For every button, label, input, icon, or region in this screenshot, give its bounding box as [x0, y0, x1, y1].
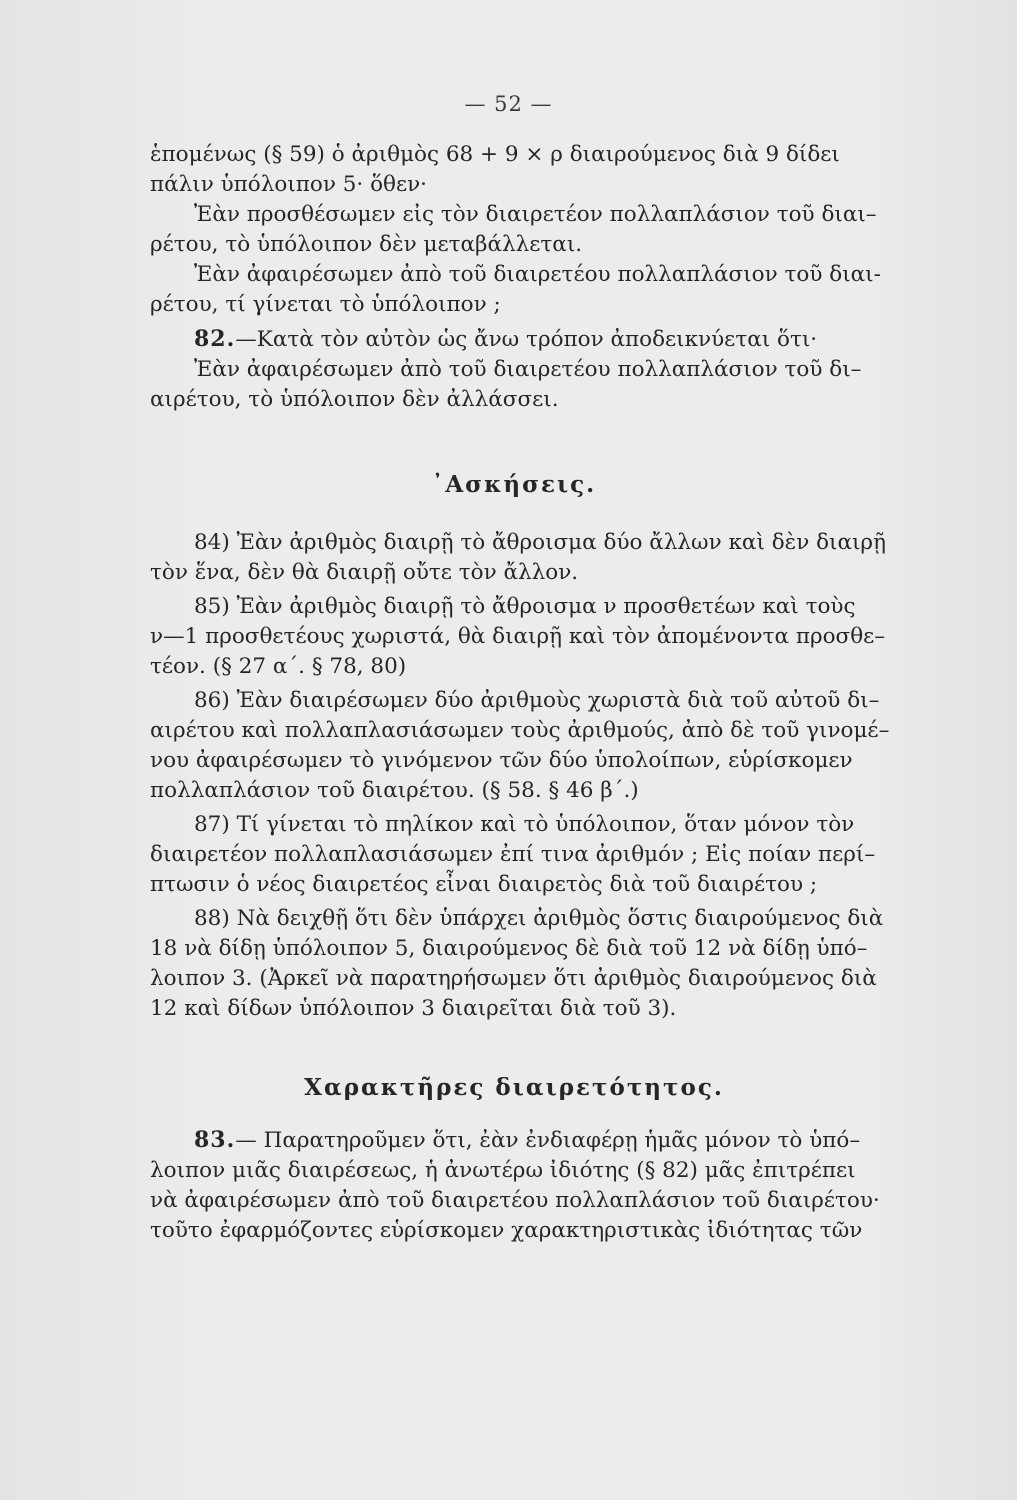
section-number: 82. [194, 326, 236, 352]
exercise-line: αιρέτου καὶ πολλαπλασιάσωμεν τοὺς ἀριθμούς, ἀπὸ δὲ τοῦ γινομέ– [150, 718, 890, 743]
rule-line: ρέτου, τὸ ὑπόλοιπον δὲν μεταβάλλεται. [150, 232, 583, 257]
exercise-line: πτωσιν ὁ νέος διαιρετέος εἶναι διαιρετὸς διὰ τοῦ διαιρέτου ; [150, 872, 818, 897]
exercise-86 [150, 686, 890, 806]
exercise-line: πολλαπλάσιον τοῦ διαιρέτου. (§ 58. § 46 β΄.) [150, 778, 639, 803]
rule-line: αιρέτου, τὸ ὑπόλοιπον δὲν ἀλλάσσει. [150, 387, 559, 412]
question-line: ρέτου, τί γίνεται τὸ ὑπόλοιπον ; [150, 292, 501, 317]
text-line: πάλιν ὑπόλοιπον 5· ὅθεν· [150, 172, 428, 197]
exercise-line: νου ἀφαιρέσωμεν τὸ γινόμενον τῶν δύο ὑπολοίπων, εὑρίσκομεν [150, 748, 853, 773]
question-line: Ἐὰν ἀφαιρέσωμεν ἀπὸ τοῦ διαιρετέου πολλαπλάσιον τοῦ διαι- [194, 262, 881, 287]
exercise-line: 87) Τί γίνεται τὸ πηλίκον καὶ τὸ ὑπόλοιπον, ὅταν μόνον τὸν [194, 812, 855, 837]
exercise-line: τέον. (§ 27 α΄. § 78, 80) [150, 654, 407, 679]
section-text: —Κατὰ τὸν αὐτὸν ὡς ἄνω τρόπον ἀποδεικνύεται ὅτι· [235, 327, 818, 352]
exercise-line: ν—1 προσθετέους χωριστά, θὰ διαιρῇ καὶ τὸν ἀπομένοντα προσθε– [150, 624, 886, 649]
section-line: νὰ ἀφαιρέσωμεν ἀπὸ τοῦ διαιρετέου πολλαπλάσιον τοῦ διαιρέτου· [150, 1188, 880, 1213]
page-number: — 52 — [464, 92, 553, 116]
exercise-88 [150, 904, 884, 1024]
exercise-line: 86) Ἐὰν διαιρέσωμεν δύο ἀριθμοὺς χωριστὰ διὰ τοῦ αὐτοῦ δι– [194, 688, 880, 713]
exercise-84 [150, 528, 886, 588]
exercise-87 [150, 810, 878, 900]
section-text: — Παρατηροῦμεν ὅτι, ἐὰν ἐνδιαφέρῃ ἡμᾶς μόνον τὸ ὑπό– [235, 1128, 861, 1153]
exercise-85 [150, 592, 886, 682]
characters-heading: Χαρακτῆρες διαιρετότητος. [304, 1074, 724, 1101]
page-content [150, 140, 890, 1246]
text-line: ἑπομένως (§ 59) ὁ ἀριθμὸς 68 + 9 × ρ διαιρούμενος διὰ 9 δίδει [150, 142, 840, 167]
exercise-line: διαιρετέον πολλαπλασιάσωμεν ἐπί τινα ἀριθμόν ; Εἰς ποίαν περί– [150, 842, 876, 867]
section-83 [150, 1125, 878, 1246]
exercise-line: 88) Νὰ δειχθῇ ὅτι δὲν ὑπάρχει ἀριθμὸς ὅστις διαιρούμενος διὰ [194, 906, 884, 931]
section-line [150, 1125, 878, 1156]
section-line: τοῦτο ἐφαρμόζοντες εὑρίσκομεν χαρακτηριστικὰς ἰδιότητας τῶν [150, 1218, 863, 1243]
exercise-line: λοιπον 3. (Ἀρκεῖ νὰ παρατηρήσωμεν ὅτι ἀριθμὸς διαιρούμενος διὰ [150, 966, 877, 991]
exercise-line: 84) Ἐὰν ἀριθμὸς διαιρῇ τὸ ἄθροισμα δύο ἄλλων καὶ δὲν διαιρῇ [194, 530, 886, 555]
section-82 [150, 324, 878, 355]
rule-line: Ἐὰν ἀφαιρέσωμεν ἀπὸ τοῦ διαιρετέου πολλαπλάσιον τοῦ δι– [194, 357, 862, 382]
exercise-line: τὸν ἕνα, δὲν θὰ διαιρῇ οὔτε τὸν ἄλλον. [150, 560, 579, 585]
section-line: λοιπον μιᾶς διαιρέσεως, ἡ ἀνωτέρω ἰδιότης (§ 82) μᾶς ἐπιτρέπει [150, 1158, 856, 1183]
exercises-heading: ᾿Ασκήσεις. [431, 471, 597, 498]
exercise-line: 18 νὰ δίδῃ ὑπόλοιπον 5, διαιρούμενος δὲ διὰ τοῦ 12 νὰ δίδῃ ὑπό– [150, 936, 868, 961]
rule-line: Ἐὰν προσθέσωμεν εἰς τὸν διαιρετέον πολλαπλάσιον τοῦ διαι– [194, 202, 877, 227]
section-number: 83. [194, 1127, 236, 1153]
exercise-line: 12 καὶ δίδων ὑπόλοιπον 3 διαιρεῖται διὰ τοῦ 3). [150, 996, 677, 1021]
exercise-line: 85) Ἐὰν ἀριθμὸς διαιρῇ τὸ ἄθροισμα ν προσθετέων καὶ τοὺς [194, 594, 856, 619]
